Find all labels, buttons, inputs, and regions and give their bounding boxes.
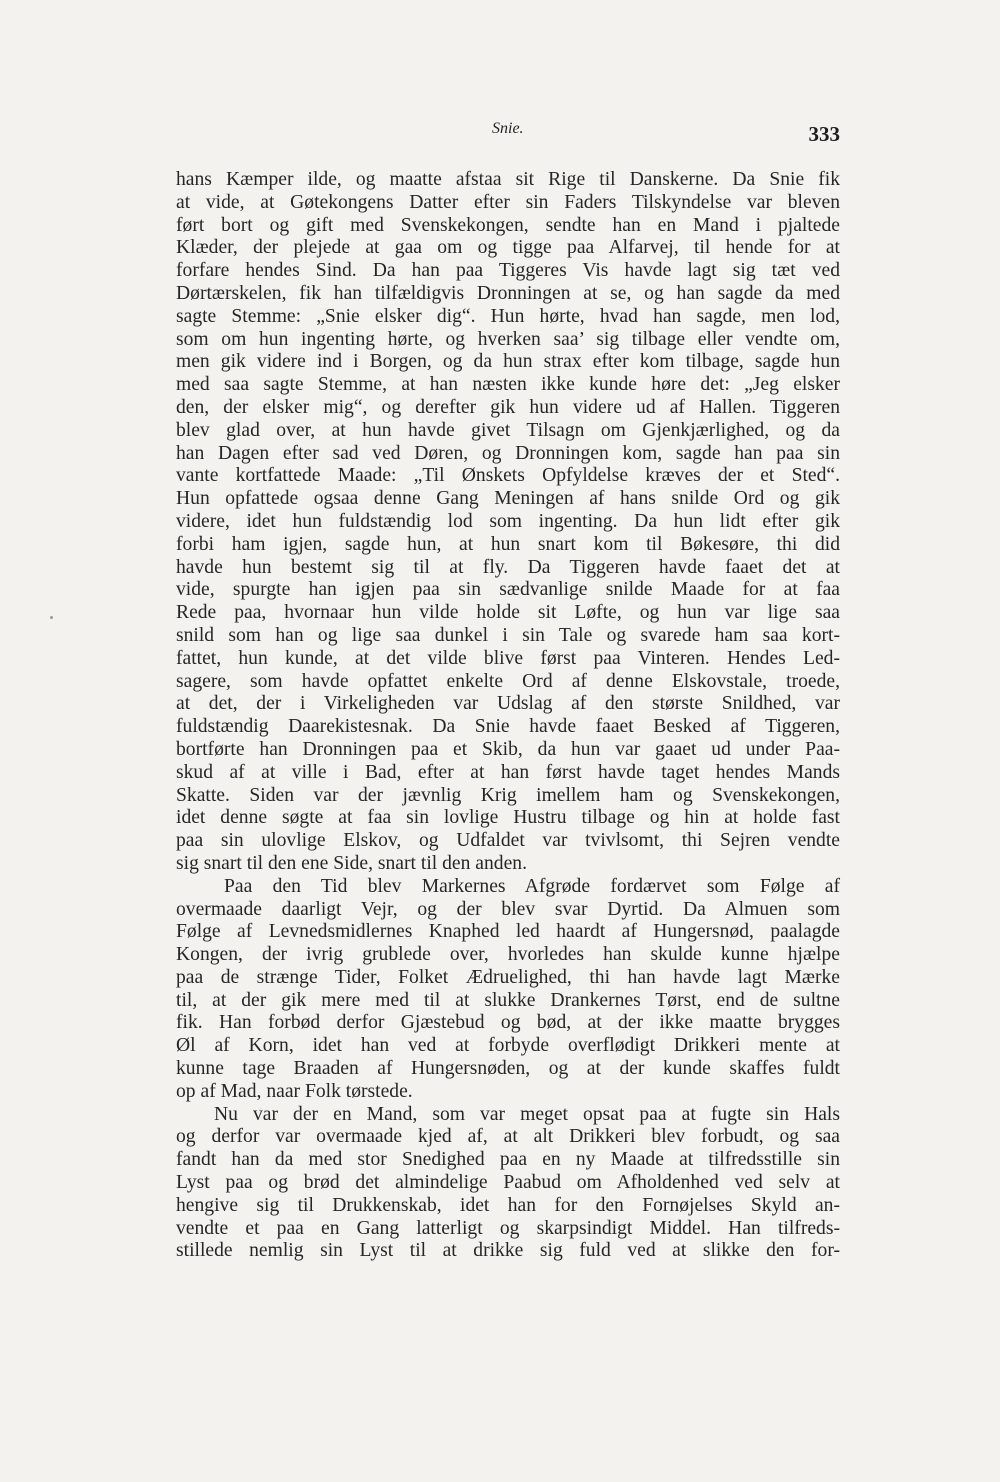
text-line: fik. Han forbød derfor Gjæstebud og bød, at der ikke maatte brygges [176, 1012, 840, 1034]
text-line: snild som han og lige saa dunkel i sin Tale og svarede ham saa kort- [176, 624, 840, 646]
text-line: havde hun bestemt sig til at fly. Da Tiggeren havde faaet det at [176, 556, 840, 578]
text-line: Dørtærskelen, fik han tilfældigvis Dronningen at se, og han sagde da med [176, 282, 840, 304]
text-line: Øl af Korn, idet han ved at forbyde overflødigt Drikkeri mente at [176, 1035, 840, 1057]
text-line: bortførte han Dronningen paa et Skib, da hun var gaaet ud under Paa- [176, 738, 840, 760]
running-title: Snie. [492, 120, 524, 137]
text-line: paa de strænge Tider, Folket Ædruelighed, thi han havde lagt Mærke [176, 966, 840, 988]
text-line: Lyst paa og brød det almindelige Paabud om Afholdenhed ved selv at [176, 1172, 840, 1194]
text-line: Nu var der en Mand, som var meget opsat paa at fugte sin Hals [214, 1103, 840, 1125]
text-line: kunne tage Braaden af Hungersnøden, og at der kunde skaffes fuldt [176, 1058, 840, 1080]
text-line: at det, der i Virkeligheden var Udslag af den største Snildhed, var [176, 693, 840, 715]
text-line: Kongen, der ivrig grublede over, hvorledes han skulde kunne hjælpe [176, 944, 840, 966]
text-line: vide, spurgte han igjen paa sin sædvanlige snilde Maade for at faa [176, 579, 840, 601]
text-line: videre, idet hun fuldstændig lod som ingenting. Da hun lidt efter gik [176, 510, 840, 532]
text-line: idet denne søgte at faa sin lovlige Hustru tilbage og hin at holde fast [176, 807, 840, 829]
text-line: Følge af Levnedsmidlernes Knaphed led haardt af Hungersnød, paalagde [176, 921, 840, 943]
text-line: hans Kæmper ilde, og maatte afstaa sit Rige til Danskerne. Da Snie fik [176, 169, 840, 190]
text-line: overmaade daarligt Vejr, og der blev svar Dyrtid. Da Almuen som [176, 898, 840, 920]
text-line: fattet, hun kunde, at det vilde blive først paa Vinteren. Hendes Led- [176, 647, 840, 669]
text-line: skud af at ville i Bad, efter at han først havde taget hendes Mands [176, 761, 840, 783]
text-line: Rede paa, hvornaar hun vilde holde sit Løfte, og hun var lige saa [176, 602, 840, 624]
paper-speck [50, 616, 53, 619]
text-line: han Dagen efter sad ved Døren, og Dronningen kom, sagde han paa sin [176, 442, 840, 464]
text-line: hengive sig til Drukkenskab, idet han for den Fornøjelses Skyld an- [176, 1194, 840, 1216]
text-line: som om hun ingenting hørte, og hverken saa’ sig tilbage eller vendte om, [176, 328, 840, 350]
text-line: stillede nemlig sin Lyst til at drikke sig fuld ved at slikke den for- [176, 1240, 840, 1262]
text-line: at vide, at Gøtekongens Datter efter sin Faders Tilskyndelse var bleven [176, 191, 840, 213]
text-line: vante kortfattede Maade: „Til Ønskets Opfyldelse kræves der et Sted“. [176, 465, 840, 487]
text-line: Paa den Tid blev Markernes Afgrøde fordærvet som Følge af [224, 875, 840, 897]
text-line: forbi ham igjen, sagde hun, at hun snart kom til Bøkesøre, thi did [176, 533, 840, 555]
text-line: sagte Stemme: „Snie elsker dig“. Hun hørte, hvad han sagde, men lod, [176, 305, 840, 327]
text-line: Skatte. Siden var der jævnlig Krig imellem ham og Svenskekongen, [176, 784, 840, 806]
text-line: fuldstændig Daarekistesnak. Da Snie havde faaet Besked af Tiggeren, [176, 716, 840, 738]
text-line: men gik videre ind i Borgen, og da hun strax efter kom tilbage, sagde hun [176, 351, 840, 373]
text-line: vendte et paa en Gang latterligt og skarpsindigt Middel. Han tilfreds- [176, 1217, 840, 1239]
text-line: og derfor var overmaade kjed af, at alt Drikkeri blev forbudt, og saa [176, 1126, 840, 1148]
running-head [176, 120, 840, 150]
text-line: blev glad over, at hun havde givet Tilsagn om Gjenkjærlighed, og da [176, 419, 840, 441]
text-line: forfare hendes Sind. Da han paa Tiggeres Vis havde lagt sig tæt ved [176, 260, 840, 282]
text-line: ført bort og gift med Svenskekongen, sendte han en Mand i pjaltede [176, 214, 840, 236]
text-line: fandt han da med stor Snedighed paa en ny Maade at tilfredsstille sin [176, 1149, 840, 1171]
text-line: Klæder, der plejede at gaa om og tigge paa Alfarvej, til hende for at [176, 237, 840, 259]
text-line: Hun opfattede ogsaa denne Gang Meningen af hans snilde Ord og gik [176, 488, 840, 510]
page-number: 333 [808, 122, 840, 146]
text-line: til, at der gik mere med til at slukke Drankernes Tørst, end de sultne [176, 989, 840, 1011]
text-line: sagere, som havde opfattet enkelte Ord af denne Elskovstale, troede, [176, 670, 840, 692]
body-text [176, 169, 840, 1263]
text-line: op af Mad, naar Folk tørstede. [176, 1080, 413, 1102]
text-line: den, der elsker mig“, og derefter gik hun videre ud af Hallen. Tiggeren [176, 396, 840, 418]
text-line: sig snart til den ene Side, snart til den anden. [176, 852, 527, 874]
text-line: med saa sagte Stemme, at han næsten ikke kunde høre det: „Jeg elsker [176, 374, 840, 396]
text-line: paa sin ulovlige Elskov, og Udfaldet var tvivlsomt, thi Sejren vendte [176, 830, 840, 852]
